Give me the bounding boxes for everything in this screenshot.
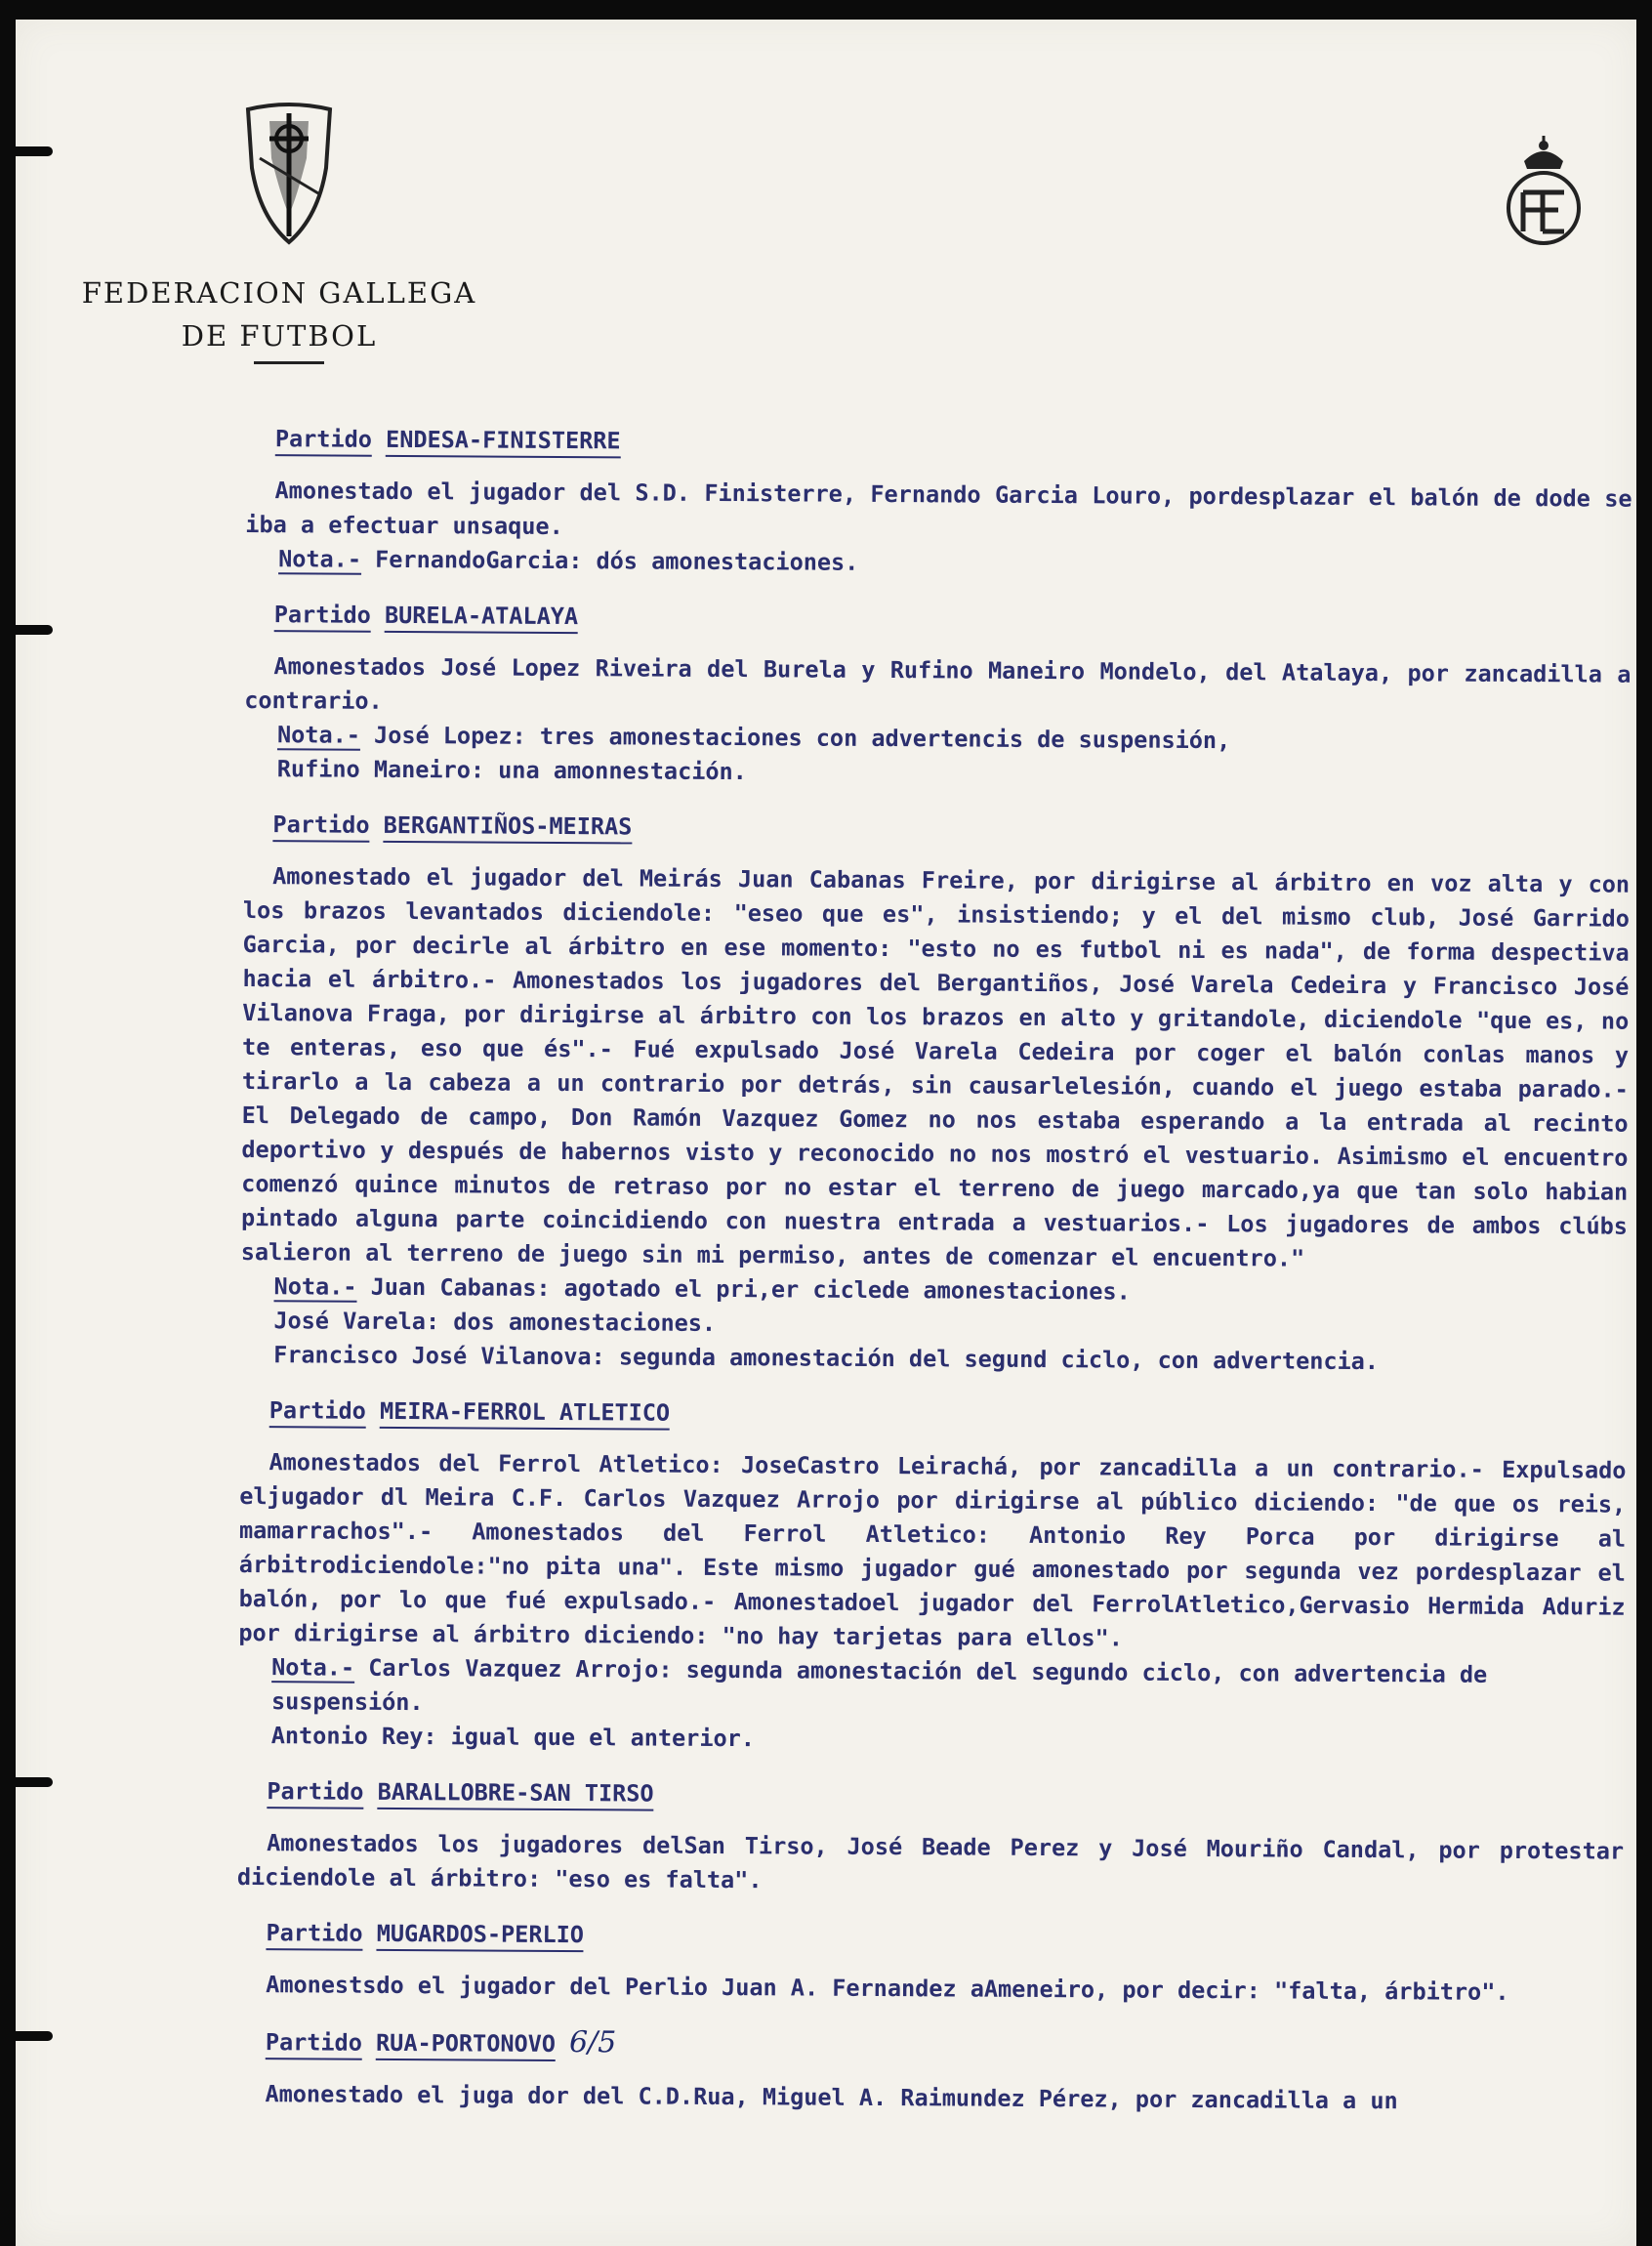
note-line [271,1650,1625,1726]
match-label: Partido [275,425,372,457]
binder-hole-mark [16,1777,53,1787]
match-section [236,1916,1624,2011]
match-name: ENDESA-FINISTERRE [386,426,621,458]
binder-hole-mark [16,146,53,156]
note-text: Carlos Vazquez Arrojo: segunda amonestación del segundo ciclo, con advertencia de suspensión. [270,1653,1488,1717]
match-heading [272,808,1630,850]
binder-hole-mark [16,625,53,635]
organization-line-1: FEDERACION GALLEGA [81,276,477,310]
rfef-emblem-icon [1500,132,1588,249]
match-heading [267,1774,1624,1816]
note-detail-line: José Varela: dos amonestaciones. [273,1307,717,1337]
handwritten-annotation: 6/5 [568,2025,617,2060]
match-heading [269,1393,1627,1435]
match-label: Partido [267,1777,363,1809]
report-paragraph: Amonestados los jugadores delSan Tirso, José Beade Perez y José Mouriño Candal, por protestar diciendole al árbitro: "eso es falta". [236,1829,1625,1894]
document-page [16,20,1636,2246]
note-detail-line: Rufino Maneiro: una amonnestación. [276,755,747,786]
match-name: RUA-PORTONOVO [376,2029,556,2061]
note-text: José Lopez: tres amonestaciones con advertencis de suspensión, [374,721,1231,755]
match-section [244,598,1631,795]
note-text: FernandoGarcia: dós amonestaciones. [375,545,859,576]
match-name: BURELA-ATALAYA [385,602,578,634]
note-label: Nota.- [278,545,362,573]
note-label: Nota.- [271,1653,355,1682]
match-section [237,1774,1625,1903]
match-label: Partido [266,2028,362,2060]
note-detail-line: Francisco José Vilanova: segunda amonestación del segund ciclo, con advertencia. [273,1341,1380,1376]
report-paragraph: Amonestado el jugador del Meirás Juan Cabanas Freire, por dirigirse al árbitro en voz alta y con los brazos levantados diciendole: "eseo que es", insistiendo; y el del mismo club, José Garrido Garcia, por decirle al árbitro en ese momento: "esto no es futbol ni es nada", de forma despectiva hacia el árbitro.- Amonestados los jugadores del Bergantiños, José Varela Cedeira y Francisco José Vilanova Fraga, por dirigirse al árbitro con los brazos en alto y gritandole, diciendole "que es, no te enteras, eso que és".- Fué expulsado José Varela Cedeira por coger el balón conlas manos y tirarlo a la cabeza a un contrario por detrás, sin causarlelesión, cuando el juego estaba parado.- El Delegado de campo, Don Ramón Vazquez Gomez no nos estaba esperando a la entrada al recinto deportivo y después de habernos visto y reconocido no nos mostró el vestuario. Asimismo el encuentro comenzó quince minutos de retraso por no estar el terreno de juego marcado,ya que tan solo habian pintado alguna parte coincidiendo con nuestra entrada a vestuarios.- Los jugadores de ambos clúbs salieron al terreno de juego sin mi permiso, antes de comenzar el encuentro." [240,862,1631,1272]
note-label: Nota.- [276,721,361,749]
report-paragraph: Amonestados del Ferrol Atletico: JoseCastro Leirachá, por zancadilla a un contrario.- Expulsado eljugador dl Meira C.F. Carlos Vazquez Arrojo por dirigirse al público diciendo: "de que os reis, mamarrachos".- Amonestados del Ferrol Atletico: Antonio Rey Porca por dirigirse al árbitrodiciendole:"no pita una". Este mismo jugador gué amonestado por segunda vez pordesplazar el balón, por lo que fué expulsado.- Amonestadoel jugador del FerrolAtletico,Gervasio Hermida Aduriz por dirigirse al árbitro diciendo: "no hay tarjetas para ellos". [238,1448,1627,1652]
report-paragraph: Amonestado el jugador del S.D. Finisterre, Fernando Garcia Louro, pordesplazar el balón de dode se iba a efectuar unsaque. [245,477,1632,540]
match-heading [266,2023,1623,2067]
note-label: Nota.- [273,1272,357,1301]
report-paragraph: Amonestsdo el jugador del Perlio Juan A. Fernandez aAmeneiro, por decir: "falta, árbitro". [266,1971,1509,2006]
match-section [245,422,1632,585]
match-label: Partido [269,1396,366,1429]
note-detail-line: Antonio Rey: igual que el anterior. [270,1722,756,1753]
report-paragraph: Amonestados José Lopez Riveira del Burela y Rufino Maneiro Mondelo, del Atalaya, por zancadilla a contrario. [244,652,1631,715]
binder-hole-mark [16,2031,53,2041]
match-name: BERGANTIÑOS-MEIRAS [384,811,633,845]
match-label: Partido [274,601,371,633]
note-text: Juan Cabanas: agotado el pri,er ciclede amonestaciones. [370,1272,1131,1306]
report-paragraph: Amonestado el juga dor del C.D.Rua, Miguel A. Raimundez Pérez, por zancadilla a un [265,2080,1398,2115]
match-heading [266,1916,1623,1958]
header-divider [254,361,324,364]
match-heading [275,422,1632,464]
match-label: Partido [272,811,369,843]
organization-name [74,271,484,357]
note-line [278,542,1631,584]
organization-line-2: DE FUTBOL [181,319,378,353]
match-label: Partido [266,1919,362,1951]
match-section [238,1393,1627,1762]
match-section [235,2023,1623,2120]
federation-crest-icon [240,100,338,246]
match-name: MUGARDOS-PERLIO [377,1920,584,1952]
match-name: BARALLOBRE-SAN TIRSO [378,1778,654,1811]
document-body [235,422,1632,2142]
match-name: MEIRA-FERROL ATLETICO [380,1397,670,1431]
match-section [240,808,1631,1381]
match-heading [274,598,1631,640]
